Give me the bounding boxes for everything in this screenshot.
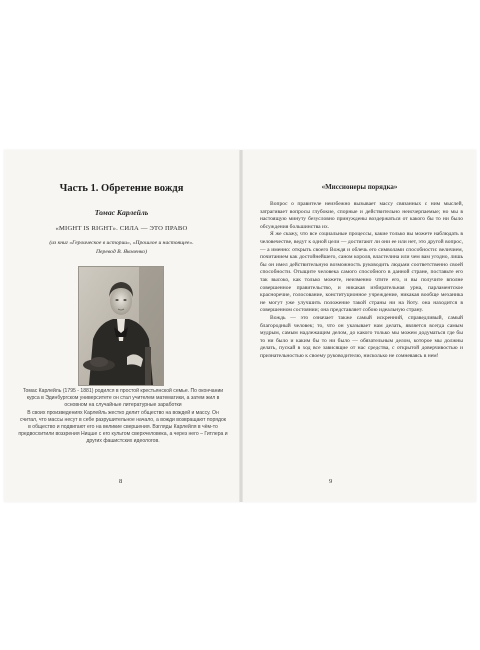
page-number-left: 8: [119, 478, 123, 485]
body-text: [260, 201, 463, 360]
page-number-right: 9: [329, 478, 333, 485]
author-name: Томас Карлейль: [94, 208, 149, 217]
chapter-title: Часть 1. Обретение вождя: [59, 183, 184, 194]
right-page: [243, 150, 476, 502]
body-paragraph-1: Вопрос о правителе неизбежно вызывает массу связанных с ним мыслей, затрагивает вопросы глубокие, спорные и действительно неисчерпаемые; но мы в настоящую минуту безусловно принуждены воздержаться от какого бы то ни было обсуждения большинства их.: [260, 201, 463, 230]
body-paragraph-2: Я же скажу, что все социальные процессы, какие только вы можете наблюдать в человечестве, ведут к одной цели — достигают ли они ее или нет, это другой вопрос, — а именно: открыть своего Вождя и облечь его символами способности: величием, почитанием как достойнейшего, саном короля, властелина или чем вам угодно, лишь бы он имел действительную возможность руководить людьми соответственно своей способности. Отыщите человека самого способного в данной стране, поставьте его так высоко, как только можете, неизменно чтите его, и вы получите вполне совершенное правительство, и никакая избирательная урна, парламентское красноречие, голосование, конституционное учреждение, никакая вообще механика не могут уже улучшить положение такой страны ни на йоту. она находится в совершенном состоянии; она представляет собою идеальную страну.: [260, 231, 463, 314]
essay-title: «MIGHT IS RIGHT». СИЛА — ЭТО ПРАВО: [55, 225, 188, 232]
source-note-line-2: Перевод В. Яковенко): [96, 249, 147, 255]
body-paragraph-3: Вождь — это означает также самый искренний, справедливый, самый благородный человек; то, что он указывает нам делать, является всегда самым мудрым, самым надлежащим делом, до какого только мы можем додуматься где бы то ни было и каким бы то ни было — обязательным делом, которое мы должны делать, пускай в ход все зависящие от нас средства, с открытой доверчивостью и признательностью к своему руководителю, нисколько не сомневаясь в нем!: [260, 314, 463, 359]
source-note-line-1: (из книг «Героическое в истории», «Прошлое и настоящее».: [49, 240, 194, 246]
portrait-caption: [18, 388, 228, 446]
left-page: [4, 150, 239, 502]
source-note: [16, 239, 227, 257]
portrait-photo: [78, 266, 164, 386]
section-heading: «Миссионеры порядка»: [321, 183, 398, 191]
caption-paragraph-2: В своих произведениях Карлейль жестко делит общество на вождей и массу. Он считал, что массы несут в себе разрушительное начало, а вожди возвращают порядок в общество и подвигают его на великие свершения. Взгляды Карлейля в чём-то предвосхитили воззрения Ницше с его культом сверхчеловека, а через него – Гитлера и других фашистских идеологов.: [18, 410, 228, 444]
caption-paragraph-1: Томас Карлейль (1795 - 1881) родился в простой крестьянской семье. По окончании курса в Эдинбургском университете он стал учителем математики, а затем жил в основном на случайные литературные заработки: [22, 388, 224, 408]
